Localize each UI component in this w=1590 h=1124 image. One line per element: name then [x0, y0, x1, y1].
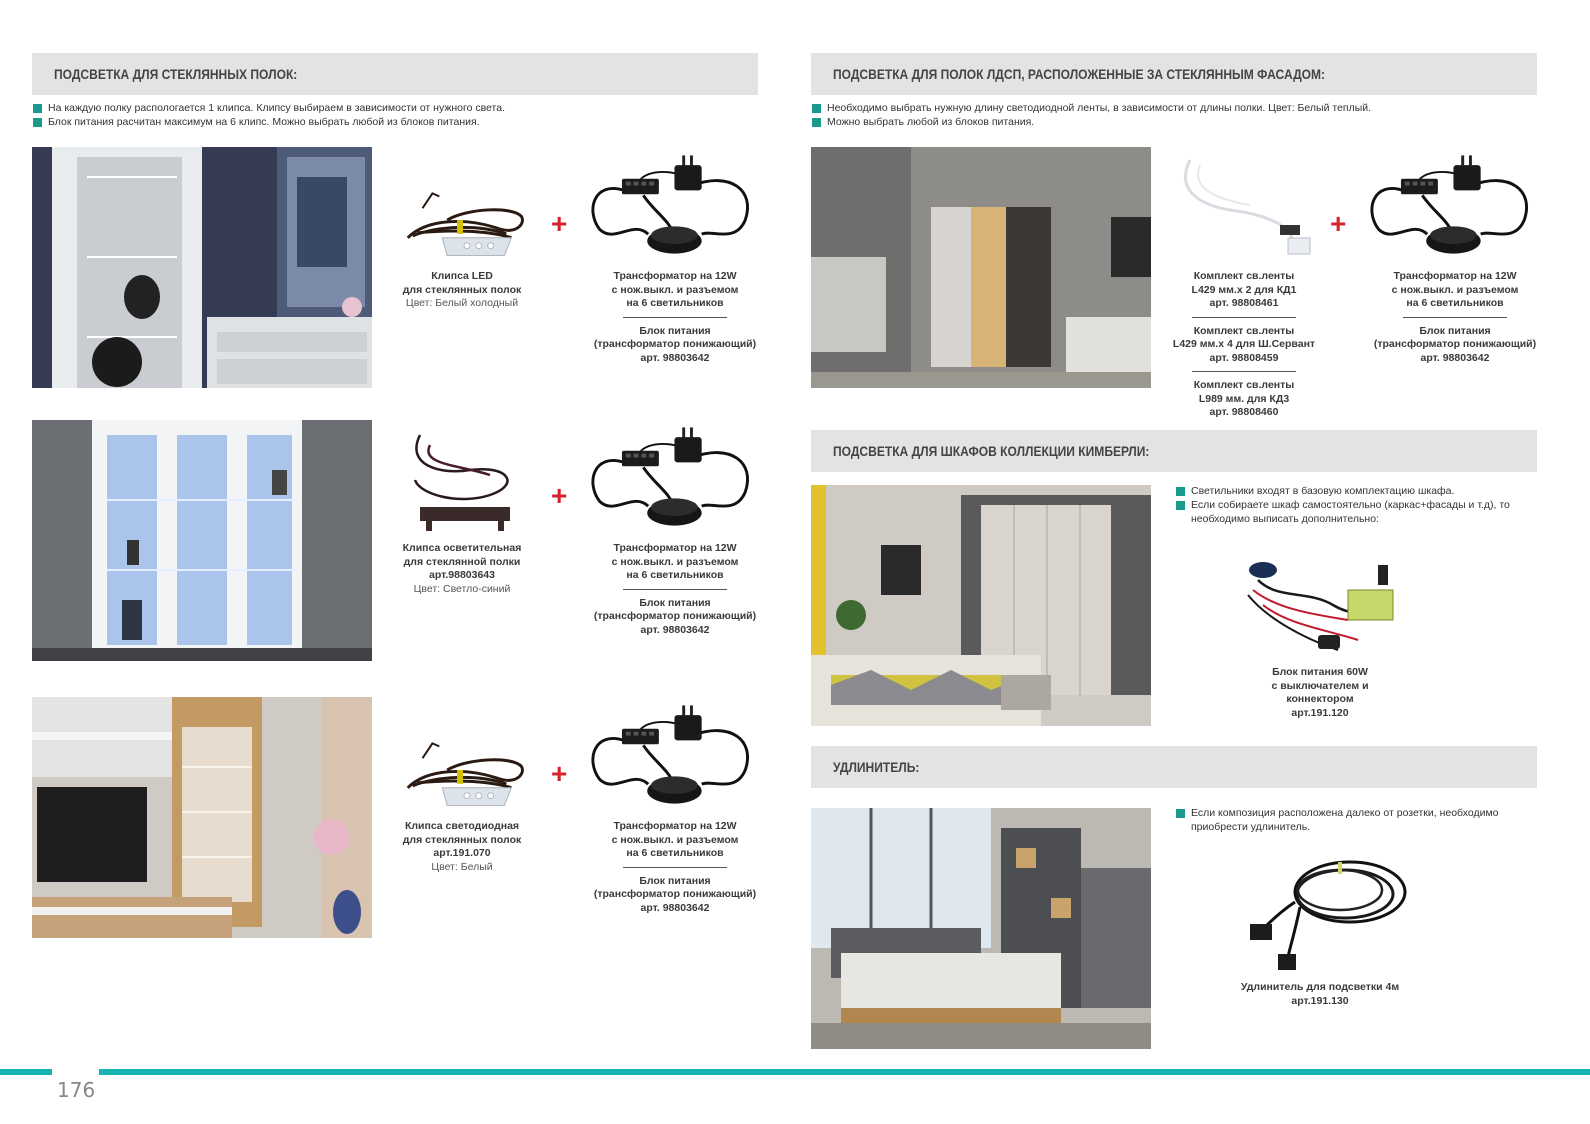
caption-line: арт. 98808461	[1209, 297, 1279, 309]
caption-line: (трансформатор понижающий)	[593, 338, 757, 350]
caption-line: Трансформатор на 12W	[1393, 270, 1517, 282]
photo-white-showcases-blue-light	[32, 420, 372, 661]
clip-diode-caption	[392, 820, 532, 874]
right-section3-header	[811, 746, 1537, 788]
left-section-header	[32, 53, 758, 95]
caption-line: Трансформатор на 12W	[613, 820, 737, 832]
divider	[623, 317, 727, 318]
transformer-image	[585, 700, 760, 810]
caption-color: Цвет: Белый	[431, 860, 493, 873]
caption-line: Клипса осветительная	[402, 542, 522, 554]
caption-line: арт.98803643	[429, 569, 495, 581]
right-section1-title: ПОДСВЕТКА ДЛЯ ПОЛОК ЛДСП, РАСПОЛОЖЕННЫЕ ЗА СТЕКЛЯННЫМ ФАСАДОМ:	[833, 66, 1326, 82]
caption-line: с нож.выкл. и разъемом	[611, 833, 739, 846]
caption-line: арт.191.130	[1291, 994, 1349, 1007]
caption-line: для стеклянной полки	[403, 555, 521, 568]
caption-line: на 6 светильников	[626, 569, 724, 581]
clip-lighting-image	[400, 425, 525, 535]
caption-line: на 6 светильников	[1406, 297, 1504, 309]
caption-line: Клипса LED	[431, 270, 493, 282]
photo-living-room-tv-showcase	[32, 697, 372, 938]
divider	[623, 589, 727, 590]
caption-line: арт. 98803642	[640, 351, 710, 364]
caption-line: с нож.выкл. и разъемом	[1391, 283, 1519, 296]
caption-line: с нож.выкл. и разъемом	[611, 283, 739, 296]
caption-line: коннектором	[1286, 693, 1354, 705]
caption-line: арт. 98803642	[1420, 351, 1490, 364]
bullet-item: Необходимо выбрать нужную длину светодиодной ленты, в зависимости от длины полки. Цвет: Белый теплый.	[812, 101, 1371, 115]
caption-line: Комплект св.ленты	[1193, 379, 1295, 391]
left-section-title: ПОДСВЕТКА ДЛЯ СТЕКЛЯННЫХ ПОЛОК:	[54, 66, 298, 82]
extension-cable-image	[1240, 852, 1410, 974]
right-section2-bullets	[1176, 484, 1516, 526]
led-strip-image	[1170, 150, 1318, 260]
clip-led-image	[388, 178, 536, 268]
transformer-image	[585, 422, 760, 532]
caption-line: на 6 светильников	[626, 297, 724, 309]
right-section3-title: УДЛИНИТЕЛЬ:	[833, 759, 920, 775]
caption-line: Комплект св.ленты	[1193, 324, 1295, 337]
caption-line: Блок питания 60W	[1272, 666, 1368, 678]
right-section2-title: ПОДСВЕТКА ДЛЯ ШКАФОВ КОЛЛЕКЦИИ КИМБЕРЛИ:	[833, 443, 1150, 459]
page-number: 176	[57, 1078, 96, 1102]
caption-line: с нож.выкл. и разъемом	[611, 555, 739, 568]
photo-sideboard-oak	[811, 147, 1151, 388]
caption-line: (трансформатор понижающий)	[1373, 338, 1537, 350]
footer-accent-line	[99, 1069, 1590, 1075]
photo-bedroom-window	[811, 808, 1151, 1049]
plus-icon: +	[551, 480, 568, 511]
bullet-item: Блок питания расчитан максимум на 6 клипс. Можно выбрать любой из блоков питания.	[33, 115, 505, 129]
clip-diode-image	[388, 728, 536, 818]
caption-line: арт. 98808459	[1209, 351, 1279, 364]
transformer-caption	[590, 820, 760, 915]
caption-line: Удлинитель для подсветки 4м	[1240, 981, 1400, 993]
divider	[1192, 317, 1296, 318]
caption-line: Клипса светодиодная	[404, 820, 520, 832]
bullet-item: Светильники входят в базовую комплектацию шкафа.	[1176, 484, 1516, 498]
photo-glass-cabinet-white	[32, 147, 372, 388]
caption-line: Комплект св.ленты	[1193, 270, 1295, 282]
caption-line: арт. 98803642	[640, 623, 710, 636]
clip-led-caption	[392, 270, 532, 311]
divider	[623, 867, 727, 868]
caption-line: Блок питания	[639, 874, 711, 887]
caption-line: арт.191.070	[433, 847, 491, 859]
caption-line: арт. 98808460	[1209, 406, 1279, 418]
caption-line: на 6 светильников	[626, 847, 724, 859]
extension-cable-caption	[1230, 981, 1410, 1008]
divider	[1403, 317, 1507, 318]
caption-line: Трансформатор на 12W	[613, 270, 737, 282]
caption-line: L429 мм.х 2 для КД1	[1191, 283, 1297, 296]
footer-accent-line	[0, 1069, 52, 1075]
caption-line: Блок питания	[639, 324, 711, 337]
right-section1-header	[811, 53, 1537, 95]
caption-line: Блок питания	[639, 596, 711, 609]
caption-line: Трансформатор на 12W	[613, 542, 737, 554]
caption-color: Цвет: Белый холодный	[405, 297, 519, 309]
transformer-caption	[590, 542, 760, 637]
plus-icon: +	[1330, 208, 1347, 239]
transformer-caption	[590, 270, 760, 365]
right-section3-bullets	[1176, 806, 1506, 834]
transformer-image	[585, 150, 760, 260]
caption-line: (трансформатор понижающий)	[593, 888, 757, 900]
clip-lighting-caption	[392, 542, 532, 596]
transformer-image	[1364, 150, 1539, 260]
caption-line: арт. 98803642	[640, 901, 710, 914]
bullet-item: Если композиция расположена далеко от розетки, необходимо приобрести удлинитель.	[1176, 806, 1506, 834]
caption-line: для стеклянных полок	[402, 283, 522, 296]
caption-line: арт.191.120	[1291, 706, 1349, 719]
bullet-item: На каждую полку распологается 1 клипса. Клипсу выбираем в зависимости от нужного света.	[33, 101, 505, 115]
left-bullets	[33, 101, 505, 129]
caption-line: для стеклянных полок	[402, 833, 522, 846]
caption-line: с выключателем и	[1271, 679, 1369, 692]
caption-line: L429 мм.х 4 для Ш.Сервант	[1172, 338, 1316, 350]
photo-bedroom-kimberly	[811, 485, 1151, 726]
power-unit-60w-caption	[1240, 666, 1400, 720]
led-strip-caption	[1165, 270, 1323, 420]
plus-icon: +	[551, 758, 568, 789]
divider	[1192, 371, 1296, 372]
power-unit-60w-image	[1238, 550, 1403, 660]
transformer-caption	[1370, 270, 1540, 365]
caption-color: Цвет: Светло-синий	[413, 582, 511, 595]
caption-line: Блок питания	[1419, 324, 1491, 337]
right-section1-bullets	[812, 101, 1371, 129]
plus-icon: +	[551, 208, 568, 239]
caption-line: L989 мм. для КД3	[1198, 392, 1290, 405]
bullet-item: Можно выбрать любой из блоков питания.	[812, 115, 1371, 129]
right-section2-header	[811, 430, 1537, 472]
bullet-item: Если собираете шкаф самостоятельно (каркас+фасады и т.д), то необходимо выписать дополнительно:	[1176, 498, 1516, 526]
caption-line: (трансформатор понижающий)	[593, 610, 757, 622]
